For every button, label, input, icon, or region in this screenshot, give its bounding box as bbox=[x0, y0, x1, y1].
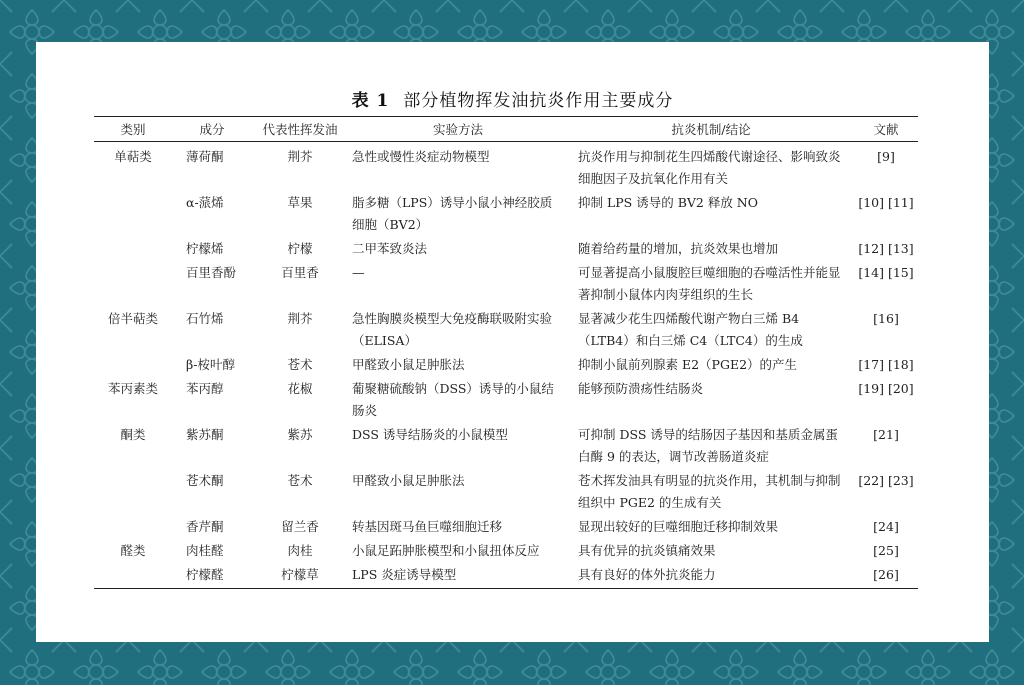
table-row bbox=[94, 192, 918, 238]
cell-mechanism: 能够预防溃疡性结肠炎 bbox=[578, 381, 704, 396]
cell-mechanism: 苍术挥发油具有明显的抗炎作用，其机制与抑制组织中 PGE2 的生成有关 bbox=[578, 473, 841, 510]
cell-method: 急性或慢性炎症动物模型 bbox=[352, 149, 490, 164]
cell-oil: 荆芥 bbox=[287, 311, 313, 326]
table-row bbox=[94, 262, 918, 308]
cell-oil: 紫苏 bbox=[287, 427, 313, 442]
cell-reference: [14] [15] bbox=[858, 265, 914, 280]
table-row bbox=[94, 540, 918, 564]
cell-component: 苯丙醇 bbox=[186, 381, 224, 396]
cell-method: 转基因斑马鱼巨噬细胞迁移 bbox=[352, 519, 503, 534]
cell-component: 石竹烯 bbox=[186, 311, 224, 326]
cell-component: 柠檬烯 bbox=[186, 241, 224, 256]
cell-category bbox=[94, 470, 172, 516]
cell-reference: [22] [23] bbox=[858, 473, 914, 488]
header-oil: 代表性挥发油 bbox=[262, 122, 338, 137]
cell-oil: 留兰香 bbox=[281, 519, 319, 534]
cell-oil: 花椒 bbox=[287, 381, 313, 396]
table-row bbox=[94, 354, 918, 378]
cell-method: — bbox=[352, 265, 365, 280]
cell-reference: [17] [18] bbox=[858, 357, 914, 372]
cell-method: 甲醛致小鼠足肿胀法 bbox=[352, 357, 465, 372]
cell-mechanism: 具有良好的体外抗炎能力 bbox=[578, 567, 716, 582]
cell-category: 苯丙素类 bbox=[107, 381, 158, 396]
cell-reference: [21] bbox=[873, 427, 899, 442]
cell-reference: [26] bbox=[873, 567, 899, 582]
table-header-row bbox=[94, 117, 918, 142]
header-reference: 文献 bbox=[873, 122, 899, 137]
cell-mechanism: 可显著提高小鼠腹腔巨噬细胞的吞噬活性并能显著抑制小鼠体内肉芽组织的生长 bbox=[578, 265, 841, 302]
header-component: 成分 bbox=[199, 122, 225, 137]
cell-oil: 肉桂 bbox=[287, 543, 313, 558]
cell-mechanism: 显现出较好的巨噬细胞迁移抑制效果 bbox=[578, 519, 779, 534]
cell-component: β-桉叶醇 bbox=[186, 357, 235, 372]
cell-component: 薄荷酮 bbox=[186, 149, 224, 164]
cell-oil: 荆芥 bbox=[287, 149, 313, 164]
cell-category bbox=[94, 564, 172, 589]
table-row bbox=[94, 378, 918, 424]
cell-method: 二甲苯致炎法 bbox=[352, 241, 428, 256]
cell-reference: [19] [20] bbox=[858, 381, 914, 396]
cell-reference: [16] bbox=[873, 311, 899, 326]
cell-mechanism: 具有优异的抗炎镇痛效果 bbox=[578, 543, 716, 558]
cell-category: 倍半萜类 bbox=[107, 311, 158, 326]
cell-mechanism: 抑制小鼠前列腺素 E2（PGE2）的产生 bbox=[578, 357, 798, 372]
cell-component: 百里香酚 bbox=[186, 265, 237, 280]
cell-component: 肉桂醛 bbox=[186, 543, 224, 558]
cell-oil: 草果 bbox=[287, 195, 313, 210]
table-title bbox=[36, 86, 989, 111]
cell-category bbox=[94, 238, 172, 262]
cell-oil: 柠檬 bbox=[287, 241, 313, 256]
cell-component: 苍术酮 bbox=[186, 473, 224, 488]
cell-mechanism: 抗炎作用与抑制花生四烯酸代谢途径、影响致炎细胞因子及抗氧化作用有关 bbox=[578, 149, 841, 186]
cell-method: LPS 炎症诱导模型 bbox=[352, 567, 457, 582]
table-title-label: 表 1 bbox=[351, 91, 390, 111]
cell-component: α-蒎烯 bbox=[186, 195, 224, 210]
cell-method: 急性胸膜炎模型大免疫酶联吸附实验（ELISA） bbox=[352, 311, 553, 348]
table-row bbox=[94, 516, 918, 540]
table-row bbox=[94, 308, 918, 354]
cell-reference: [12] [13] bbox=[858, 241, 914, 256]
table-row bbox=[94, 142, 918, 193]
cell-oil: 百里香 bbox=[281, 265, 319, 280]
cell-category bbox=[94, 192, 172, 238]
header-method: 实验方法 bbox=[432, 122, 483, 137]
cell-oil: 柠檬草 bbox=[281, 567, 319, 582]
cell-category bbox=[94, 262, 172, 308]
cell-mechanism: 抑制 LPS 诱导的 BV2 释放 NO bbox=[578, 195, 758, 210]
table-title-text: 部分植物挥发油抗炎作用主要成分 bbox=[403, 91, 674, 111]
cell-category bbox=[94, 354, 172, 378]
cell-method: 小鼠足跖肿胀模型和小鼠扭体反应 bbox=[352, 543, 540, 558]
cell-method: 甲醛致小鼠足肿胀法 bbox=[352, 473, 465, 488]
cell-mechanism: 显著减少花生四烯酸代谢产物白三烯 B4（LTB4）和白三烯 C4（LTC4）的生成 bbox=[578, 311, 803, 348]
header-category: 类别 bbox=[120, 122, 146, 137]
cell-reference: [9] bbox=[877, 149, 895, 164]
table-row bbox=[94, 564, 918, 589]
cell-reference: [10] [11] bbox=[858, 195, 914, 210]
header-mechanism: 抗炎机制/结论 bbox=[671, 122, 751, 137]
cell-component: 香芹酮 bbox=[186, 519, 224, 534]
cell-method: 葡聚糖硫酸钠（DSS）诱导的小鼠结肠炎 bbox=[352, 381, 554, 418]
cell-reference: [25] bbox=[873, 543, 899, 558]
cell-mechanism: 随着给药量的增加，抗炎效果也增加 bbox=[578, 241, 779, 256]
table-row bbox=[94, 238, 918, 262]
cell-method: DSS 诱导结肠炎的小鼠模型 bbox=[352, 427, 508, 442]
data-table bbox=[94, 116, 918, 589]
document-page bbox=[36, 42, 989, 642]
cell-category: 单萜类 bbox=[114, 149, 152, 164]
cell-oil: 苍术 bbox=[287, 357, 313, 372]
cell-category bbox=[94, 516, 172, 540]
cell-mechanism: 可抑制 DSS 诱导的结肠因子基因和基质金属蛋白酶 9 的表达，调节改善肠道炎症 bbox=[578, 427, 838, 464]
cell-reference: [24] bbox=[873, 519, 899, 534]
table-row bbox=[94, 470, 918, 516]
cell-oil: 苍术 bbox=[287, 473, 313, 488]
cell-component: 紫苏酮 bbox=[186, 427, 224, 442]
cell-method: 脂多糖（LPS）诱导小鼠小神经胶质细胞（BV2） bbox=[352, 195, 553, 232]
cell-category: 酮类 bbox=[120, 427, 146, 442]
table-row bbox=[94, 424, 918, 470]
cell-component: 柠檬醛 bbox=[186, 567, 224, 582]
cell-category: 醛类 bbox=[120, 543, 146, 558]
